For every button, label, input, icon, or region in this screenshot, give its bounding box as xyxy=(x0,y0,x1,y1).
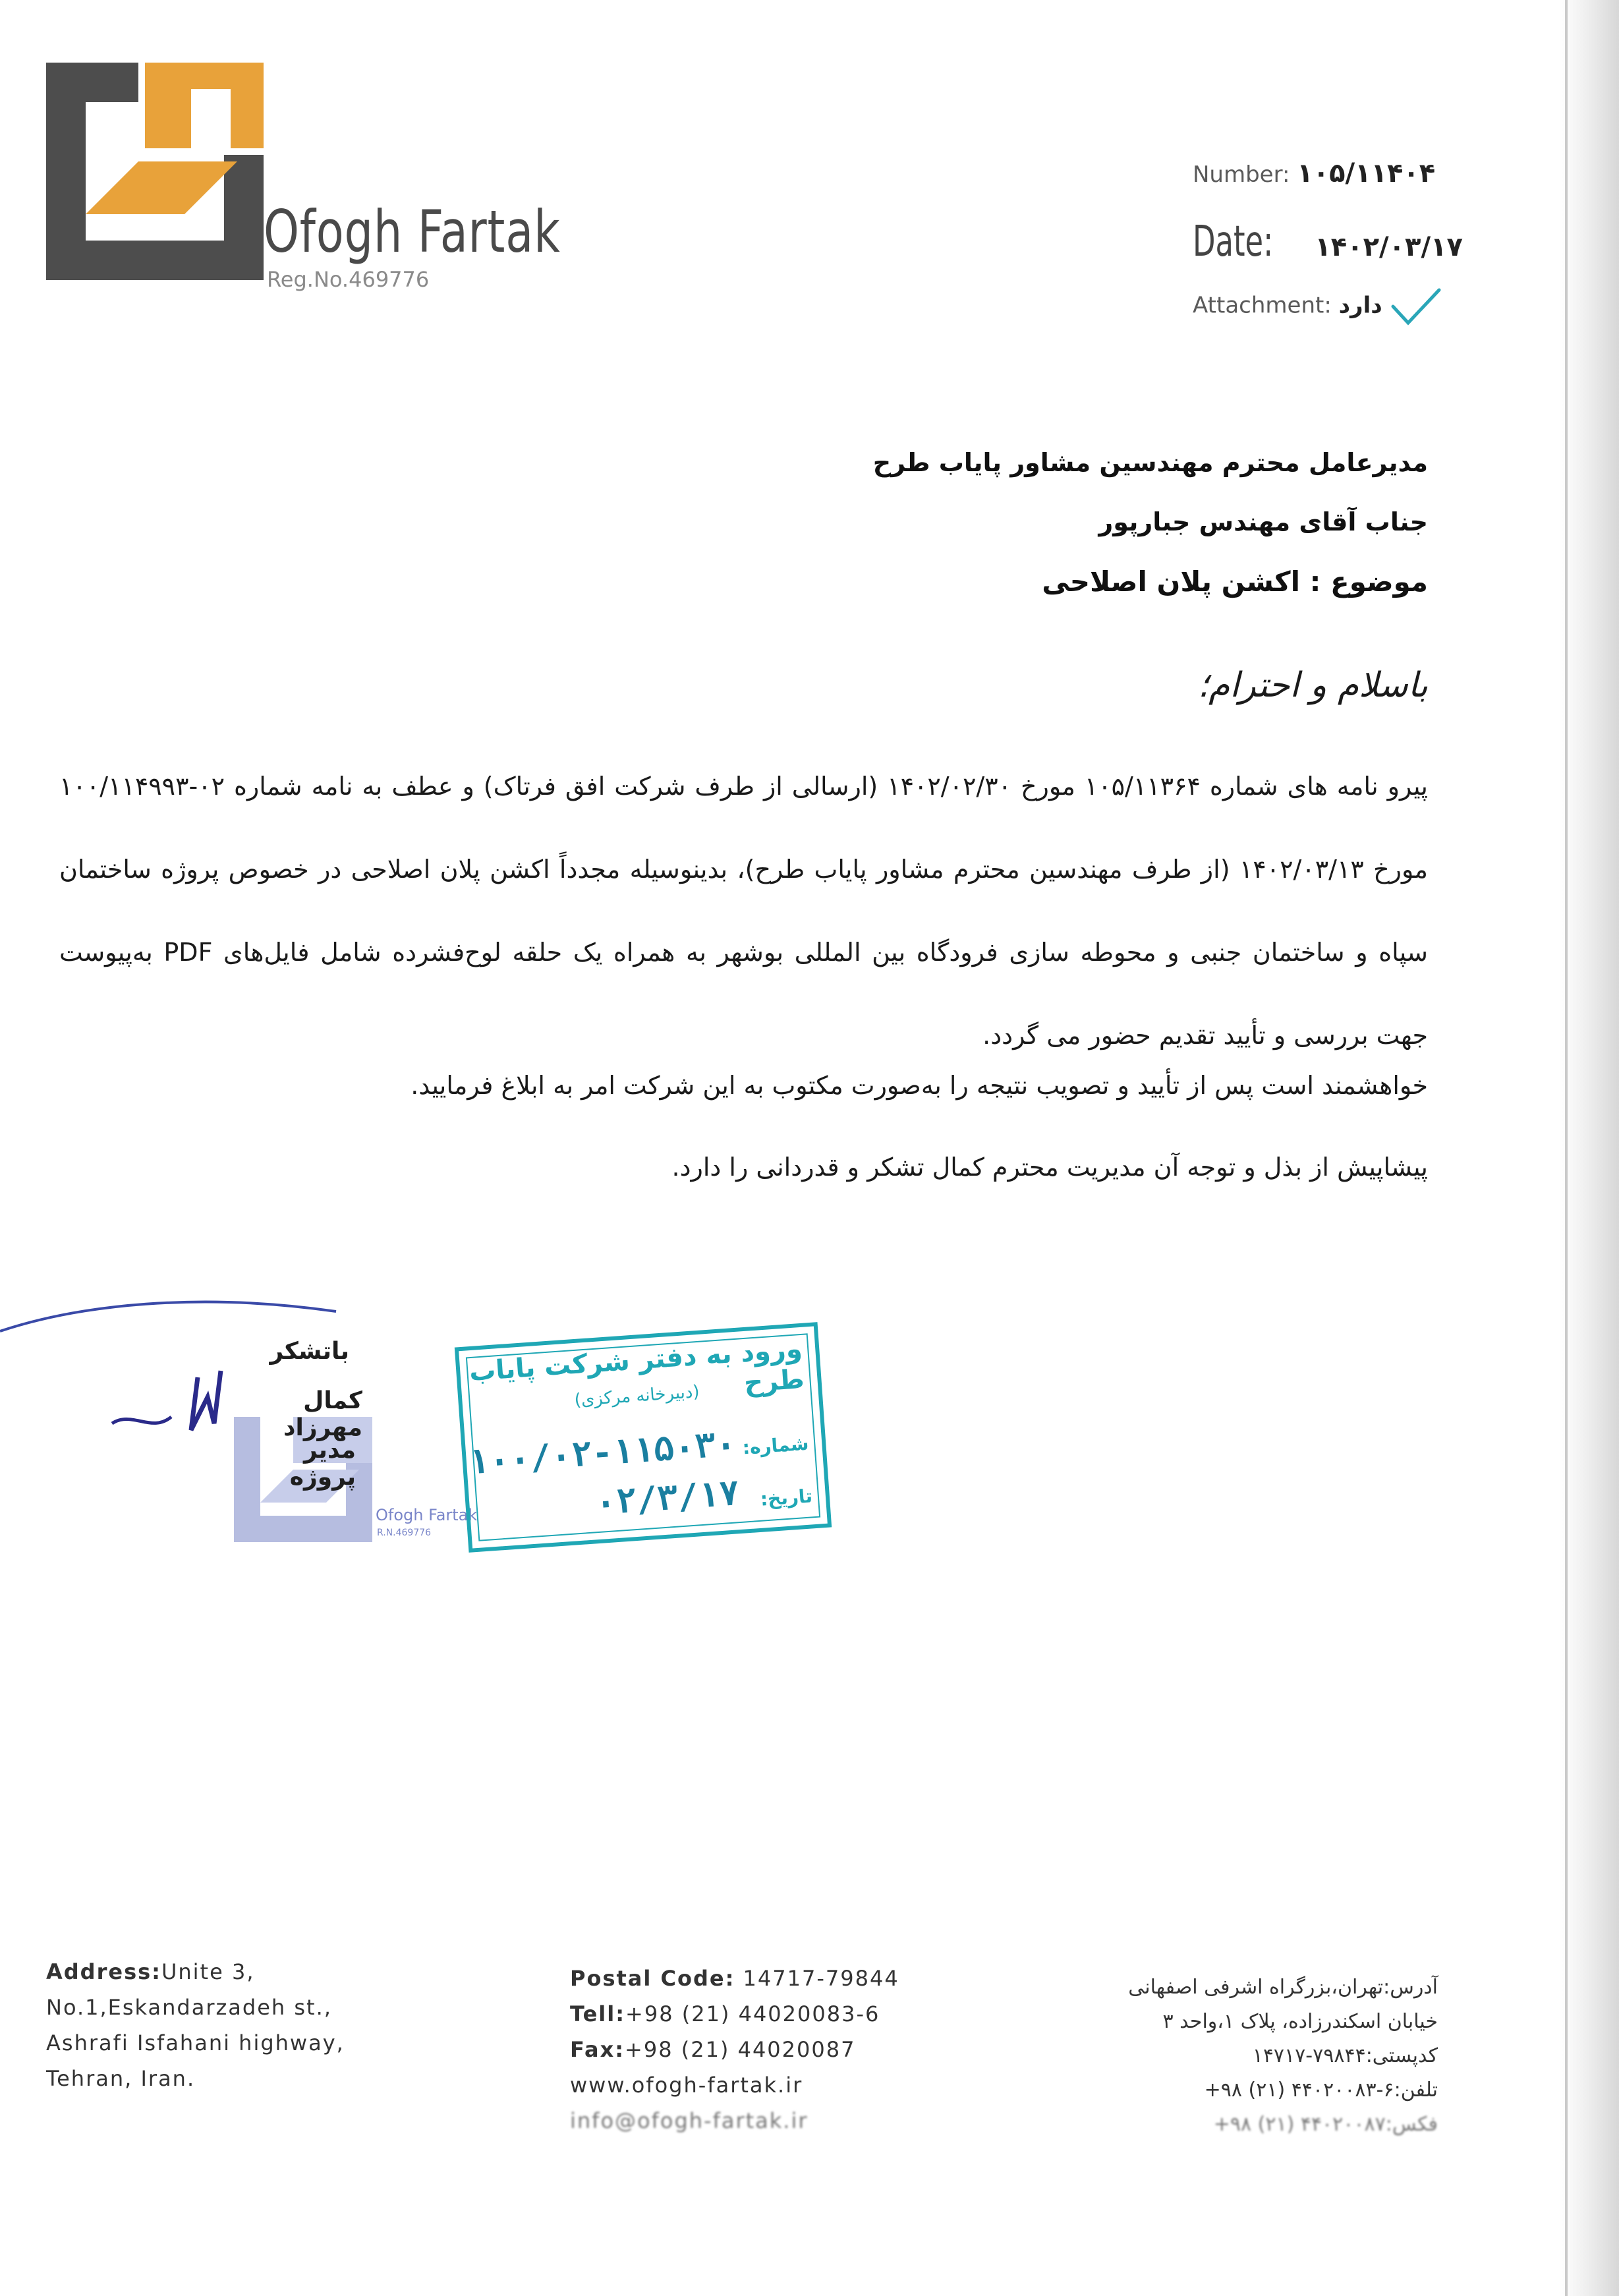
fax-number: +98 (21) 44020087 xyxy=(625,2037,856,2062)
subject-line: موضوع : اکشن پلان اصلاحی xyxy=(1042,565,1428,598)
attachment-label: Attachment: xyxy=(1193,292,1332,319)
date-label: Date: xyxy=(1193,217,1274,266)
stamp-registration: R.N.469776 xyxy=(377,1528,432,1538)
received-date-label: تاریخ: xyxy=(759,1485,813,1510)
address-label: Address: xyxy=(46,1959,161,1984)
tel-number: +98 (21) 44020083-6 xyxy=(625,2001,880,2026)
received-date-value: ۰۲/۳/۱۷ xyxy=(594,1474,741,1524)
fax-label: Fax: xyxy=(570,2037,625,2062)
postal-code: 14717-79844 xyxy=(743,1966,899,1991)
received-number-label: شماره: xyxy=(741,1432,810,1459)
stamp-brand: Ofogh Fartak xyxy=(376,1506,478,1524)
received-stamp-subtitle: (دبیرخانه مرکزی) xyxy=(573,1381,700,1411)
company-logo-icon xyxy=(46,63,264,280)
number-value: ۱۰۵/۱۱۴۰۴ xyxy=(1297,158,1436,188)
letter-attachment xyxy=(1193,287,1442,326)
body-paragraph-1: پیرو نامه های شماره ۱۰۵/۱۱۳۶۴ مورخ ۱۴۰۲/۰۲/۳۰ (ارسالی از طرف شرکت افق فرتاک) و عطف به نامه شماره ۰۲-۱۰۰/۱۱۴۹۹۳ مورخ ۱۴۰۲/۰۳/۱۳ (از طرف مهندسین محترم مشاور پایاب طرح)، بدینوسیله مجدداً اکشن پلان اصلاحی در خصوص پروژه ساختمان سپاه و ساختمان جنبی و محوطه سازی فرودگاه بین المللی بوشهر به همراه یک حلقه لوح‌فشرده شامل فایل‌های PDF به‌پیوست جهت بررسی و تأیید تقدیم حضور می گردد. xyxy=(59,772,1428,1050)
brand-name: Ofogh Fartak xyxy=(264,198,561,266)
page-edge-shadow xyxy=(1560,0,1619,2296)
greeting: باسلام و احترام؛ xyxy=(1197,666,1428,705)
received-number-value: ۱۰۰/۰۲-۱۱۵۰۳۰ xyxy=(467,1424,738,1483)
website-link[interactable]: www.ofogh-fartak.ir xyxy=(570,2073,803,2098)
footer-contact xyxy=(570,1961,899,2138)
address-line-3: Ashrafi Isfahani highway, xyxy=(46,2030,345,2055)
address-line-4: Tehran, Iran. xyxy=(46,2066,196,2091)
signatory-name: کمال مهرزاد xyxy=(283,1387,362,1441)
received-stamp xyxy=(455,1322,832,1553)
fa-fax: فکس:۴۴۰۲۰۰۸۷ (۲۱) ۹۸+ xyxy=(1213,2113,1438,2136)
recipient-line-1: مدیرعامل محترم مهندسین مشاور پایاب طرح xyxy=(872,448,1428,477)
received-stamp-title: ورود به دفتر شرکت پایاب طرح xyxy=(468,1333,806,1399)
fa-address-line-1: آدرس:تهران،بزرگراه اشرفی اصفهانی xyxy=(1128,1976,1438,1999)
fa-phone: تلفن:۶-۴۴۰۲۰۰۸۳ (۲۱) ۹۸+ xyxy=(1204,2079,1438,2102)
attachment-value: دارد xyxy=(1338,292,1382,319)
body-paragraph-2: خواهشمند است پس از تأیید و تصویب نتیجه را به‌صورت مکتوب به این شرکت امر به ابلاغ فرمایید. xyxy=(411,1071,1428,1100)
brand-registration: Reg.No.469776 xyxy=(267,267,430,292)
signatory-role: مدیر پروژه xyxy=(289,1437,356,1491)
postal-label: Postal Code: xyxy=(570,1966,735,1991)
signature-thanks: باتشکر xyxy=(270,1338,349,1365)
number-label: Number: xyxy=(1193,161,1290,188)
address-line-2: No.1,Eskandarzadeh st., xyxy=(46,1995,332,2020)
checkmark-icon xyxy=(1390,287,1442,326)
letter-number xyxy=(1193,158,1435,188)
date-value: ۱۴۰۲/۰۳/۱۷ xyxy=(1315,232,1463,262)
email-link[interactable]: info@ofogh-fartak.ir xyxy=(570,2108,809,2133)
body-paragraph-3: پیشاپیش از بذل و توجه آن مدیریت محترم کمال تشکر و قدردانی را دارد. xyxy=(671,1153,1428,1182)
recipient-line-2: جناب آقای مهندس جبارپور xyxy=(1098,507,1428,536)
footer-address-en xyxy=(46,1954,345,2096)
address-line-1: Unite 3, xyxy=(161,1959,255,1984)
tel-label: Tell: xyxy=(570,2001,626,2026)
footer-address-fa xyxy=(1128,1970,1438,2142)
fa-address-line-2: خیابان اسکندرزاده، پلاک ۱،واحد ۳ xyxy=(1162,2010,1438,2033)
page-edge-line xyxy=(1565,0,1568,2296)
fa-postal-code: کدپستی:۷۹۸۴۴-۱۴۷۱۷ xyxy=(1252,2044,1438,2067)
letter-date xyxy=(1193,217,1463,266)
